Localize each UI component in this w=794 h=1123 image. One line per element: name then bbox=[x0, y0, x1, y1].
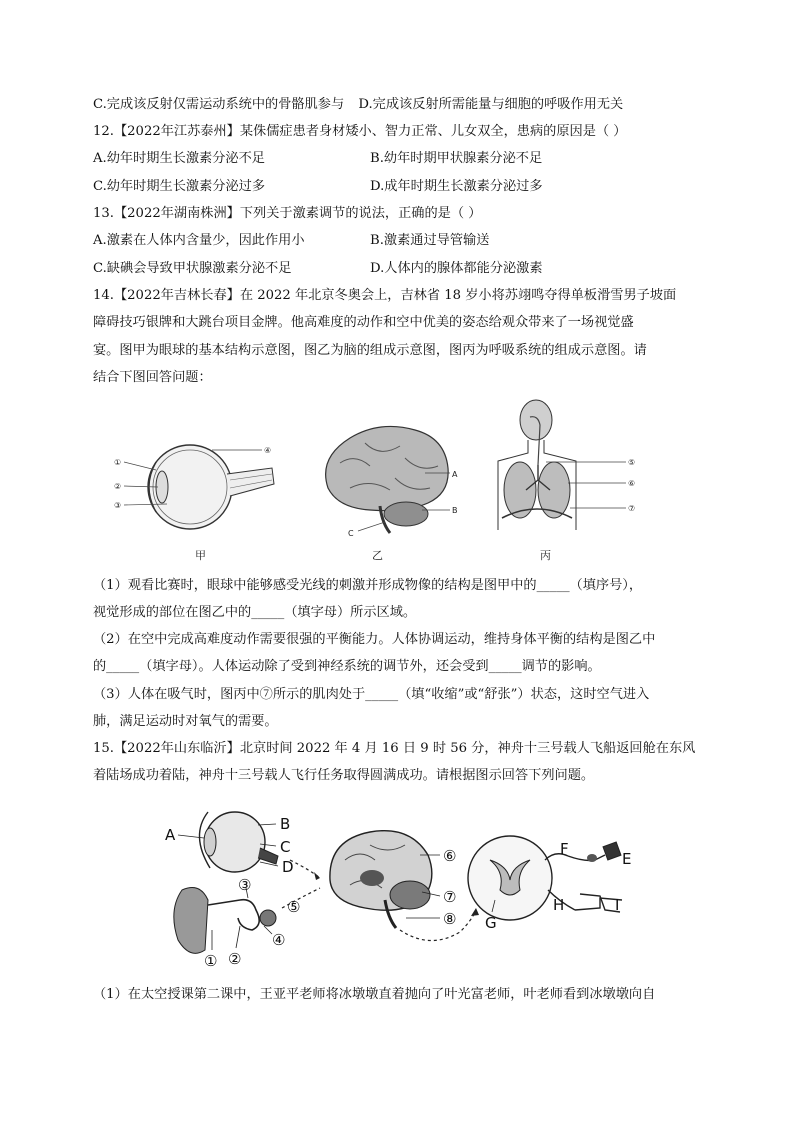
q12-option-b: B.幼年时期甲状腺素分泌不足 bbox=[370, 151, 543, 166]
q11-option-c: C.完成该反射仅需运动系统中的骨骼肌参与 bbox=[93, 97, 345, 112]
q14-stem-line-2: 障碍技巧银牌和大跳台项目金牌。他高难度的动作和空中优美的姿态给观众带来了一场视觉盛 bbox=[93, 315, 634, 330]
q14-stem-line-3: 宴。图甲为眼球的基本结构示意图，图乙为脑的组成示意图，图丙为呼吸系统的组成示意图。请 bbox=[93, 343, 647, 358]
q13-option-b: B.激素通过导管输送 bbox=[370, 233, 490, 248]
eye-caption: 甲 bbox=[195, 549, 206, 562]
q14-sub2-line-1: （2）在空中完成高难度动作需要很强的平衡能力。人体协调运动，维持身体平衡的结构是图乙中 bbox=[93, 632, 656, 647]
fig15-label-b: B bbox=[280, 815, 291, 833]
q14-stem-line-1: 14.【2022年吉林长春】在 2022 年北京冬奥会上，吉林省 18 岁小将苏翊鸣夺得单板滑雪男子坡面 bbox=[93, 288, 677, 303]
fig15-label-h: H bbox=[553, 896, 565, 914]
fig15-label-d: D bbox=[282, 858, 294, 876]
resp-label-7: ⑦ bbox=[628, 504, 636, 513]
fig15-label-5: ⑤ bbox=[287, 898, 301, 916]
resp-label-5: ⑤ bbox=[628, 458, 636, 467]
fig15-label-1: ① bbox=[204, 952, 218, 970]
fig15-label-i: I bbox=[615, 896, 620, 914]
neural-pathway-diagram bbox=[160, 800, 640, 975]
eye-label-1: ① bbox=[114, 458, 122, 467]
brain-label-b: B bbox=[452, 506, 458, 515]
brain-label-a: A bbox=[452, 470, 458, 479]
q12-stem: 12.【2022年江苏泰州】某侏儒症患者身材矮小、智力正常、儿女双全，患病的原因是（ ） bbox=[93, 124, 627, 139]
q13-option-a: A.激素在人体内含量少，因此作用小 bbox=[93, 233, 305, 248]
q15-stem-line-1: 15.【2022年山东临沂】北京时间 2022 年 4 月 16 日 9 时 56 分，神舟十三号载人飞船返回舱在东风 bbox=[93, 741, 696, 756]
fig15-label-c: C bbox=[280, 838, 291, 856]
q14-sub1-line-1: （1）观看比赛时，眼球中能够感受光线的刺激并形成物像的结构是图甲中的_____（填序号）， bbox=[93, 578, 643, 593]
fig15-label-g: G bbox=[485, 914, 497, 932]
fig15-label-6: ⑥ bbox=[443, 847, 457, 865]
eye-label-3: ③ bbox=[114, 501, 122, 510]
q14-stem-line-4: 结合下图回答问题： bbox=[93, 370, 212, 385]
brain-diagram bbox=[310, 418, 480, 543]
q12-option-d: D.成年时期生长激素分泌过多 bbox=[370, 179, 543, 194]
q12-option-c: C.幼年时期生长激素分泌过多 bbox=[93, 179, 266, 194]
q15-stem-line-2: 着陆场成功着陆，神舟十三号载人飞行任务取得圆满成功。请根据图示回答下列问题。 bbox=[93, 768, 595, 783]
fig15-label-8: ⑧ bbox=[443, 910, 457, 928]
q13-option-d: D.人体内的腺体都能分泌激素 bbox=[370, 261, 543, 276]
fig15-label-e: E bbox=[622, 850, 632, 868]
q14-sub3-line-1: （3）人体在吸气时，图丙中⑦所示的肌肉处于_____（填“收缩”或“舒张”）状态，这时空气进入 bbox=[93, 687, 650, 702]
fig15-label-a: A bbox=[165, 826, 176, 844]
q11-options-row bbox=[93, 95, 623, 115]
q12-option-a: A.幼年时期生长激素分泌不足 bbox=[93, 151, 265, 166]
eyeball-diagram bbox=[112, 432, 292, 552]
q13-option-c: C.缺碘会导致甲状腺激素分泌不足 bbox=[93, 261, 292, 276]
brain-caption: 乙 bbox=[372, 549, 383, 562]
fig15-label-2: ② bbox=[228, 950, 242, 968]
brain-label-c: C bbox=[348, 529, 354, 538]
fig15-label-7: ⑦ bbox=[443, 888, 457, 906]
fig15-label-3: ③ bbox=[238, 876, 252, 894]
respiratory-diagram bbox=[488, 395, 658, 535]
fig15-label-f: F bbox=[560, 840, 569, 858]
eye-label-4: ④ bbox=[264, 446, 272, 455]
q14-sub3-line-2: 肺，满足运动时对氧气的需要。 bbox=[93, 714, 278, 729]
resp-label-6: ⑥ bbox=[628, 479, 636, 488]
q14-sub1-line-2: 视觉形成的部位在图乙中的_____（填字母）所示区域。 bbox=[93, 605, 417, 620]
q15-sub1-line-1: （1）在太空授课第二课中，王亚平老师将冰墩墩直着抛向了叶光富老师，叶老师看到冰墩墩向自 bbox=[93, 987, 656, 1002]
resp-caption: 丙 bbox=[540, 549, 551, 562]
q11-option-d: D.完成该反射所需能量与细胞的呼吸作用无关 bbox=[358, 97, 624, 112]
eye-label-2: ② bbox=[114, 482, 122, 491]
q13-stem: 13.【2022年湖南株洲】下列关于激素调节的说法，正确的是（ ） bbox=[93, 206, 482, 221]
fig15-label-4: ④ bbox=[272, 931, 286, 949]
q14-sub2-line-2: 的_____（填字母）。人体运动除了受到神经系统的调节外，还会受到_____调节的影响。 bbox=[93, 659, 601, 674]
